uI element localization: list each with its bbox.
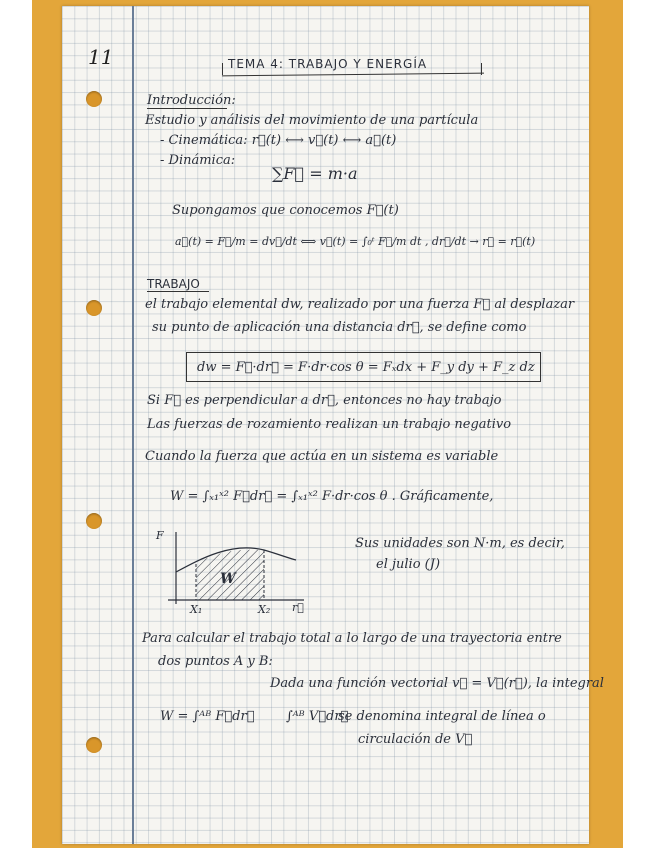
suppose-line: Supongamos que conocemos F⃗(t)	[172, 203, 399, 218]
variable-force-line: Cuando la fuerza que actúa en un sistema es variable	[145, 449, 499, 464]
margin-line	[132, 6, 134, 844]
punch-hole	[86, 91, 102, 107]
work-formula: dw = F⃗·dr⃗ = F·dr·cos θ = Fₓdx + F_y dy + F_z dz	[197, 360, 535, 375]
topic-title: TEMA 4: TRABAJO Y ENERGÍA	[228, 57, 428, 71]
page-number: 11	[88, 45, 114, 69]
boxed-formula	[186, 352, 541, 382]
units-line: Sus unidades son N·m, es decir,	[355, 536, 565, 551]
newton-formula: ∑F⃗ = m·a	[272, 164, 358, 183]
circulation-text: circulación de V⃗	[358, 732, 473, 747]
work-integral: W = ∫ₓ₁ˣ² F⃗dr⃗ = ∫ₓ₁ˣ² F·dr·cos θ . Gráficamente,	[170, 489, 494, 504]
vector-function-line: Dada una función vectorial v⃗ = V⃗(r⃗), la integral	[270, 676, 604, 691]
trabajo-line: su punto de aplicación una distancia dr⃗, se define como	[152, 320, 527, 335]
perpendicular-line: Si F⃗ es perpendicular a dr⃗, entonces no hay trabajo	[147, 393, 502, 408]
intro-heading: Introducción:	[147, 93, 236, 108]
trabajo-underline	[147, 291, 209, 292]
work-graph	[152, 528, 312, 616]
y-axis-label: F	[156, 529, 164, 542]
cinematica-line: - Cinemática: r⃗(t) ⟷ v⃗(t) ⟷ a⃗(t)	[160, 133, 397, 148]
total-work-line: dos puntos A y B:	[158, 654, 273, 669]
area-label: W	[220, 571, 236, 587]
intro-line: Estudio y análisis del movimiento de una partícula	[145, 113, 479, 128]
circulation-text: se denomina integral de línea o	[338, 709, 546, 724]
total-work-formula: W = ∫ᴬᴮ F⃗dr⃗	[160, 709, 255, 724]
x1-label: X₁	[190, 603, 203, 616]
trabajo-line: el trabajo elemental dw, realizado por una fuerza F⃗ al desplazar	[145, 297, 575, 312]
circulation-formula: ∫ᴬᴮ V⃗dr⃗	[286, 709, 349, 724]
x2-label: X₂	[258, 603, 271, 616]
intro-underline	[147, 108, 227, 109]
punch-hole	[86, 737, 102, 753]
dinamica-line: - Dinámica:	[160, 153, 236, 168]
derivation-formula: a⃗(t) = F⃗/m = dv⃗/dt ⟺ v⃗(t) = ∫₀ᵗ F⃗/m dt , dr⃗/dt → r⃗ = r⃗(t)	[175, 235, 536, 248]
total-work-line: Para calcular el trabajo total a lo largo de una trayectoria entre	[142, 631, 562, 646]
friction-line: Las fuerzas de rozamiento realizan un trabajo negativo	[147, 417, 512, 432]
trabajo-heading: TRABAJO	[147, 277, 200, 291]
punch-hole	[86, 513, 102, 529]
units-line: el julio (J)	[376, 557, 441, 572]
x-axis-label: r⃗	[292, 601, 304, 614]
title-bracket	[222, 63, 223, 75]
punch-hole	[86, 300, 102, 316]
